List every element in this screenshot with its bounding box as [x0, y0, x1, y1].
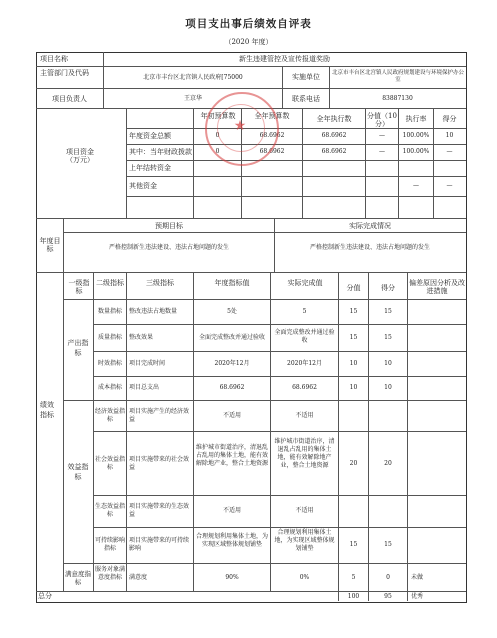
ind-actual: 不适用	[295, 412, 314, 419]
ind-target: 5处	[227, 308, 237, 315]
ind-l2: 成本指标	[97, 384, 122, 391]
ind-score-max: 15	[349, 541, 358, 548]
phone-label: 联系电话	[292, 95, 320, 103]
total-score-max: 100	[347, 593, 360, 600]
ind-note: 未做	[411, 574, 424, 581]
ind-l3: 整改效果	[129, 334, 154, 341]
total-label: 总分	[38, 592, 52, 600]
ind-score-max: 5	[351, 574, 356, 581]
fund-cell-exec: 68.6962	[321, 148, 347, 155]
ind-actual: 68.6962	[292, 384, 317, 391]
funds-header-score-max: 分值（10分）	[367, 112, 397, 128]
year-label: （2020 年度）	[224, 38, 273, 46]
ind-actual: 维护城市街道治序，清退乱占乱用的集体土地，能有效解除地产业，整合土地资源	[274, 438, 335, 469]
fund-cell-init: 0	[215, 132, 220, 139]
ind-actual: 0%	[299, 574, 310, 581]
ind-l2: 可持续影响指标	[94, 537, 125, 552]
impl-value: 北京市丰台区北宫镇人民政府规划建设与环境保护办公室	[331, 70, 464, 83]
ind-score: 15	[384, 334, 392, 341]
goal-expected-value: 严格控制新生违法建设、违法占地问题的发生	[108, 244, 229, 251]
dept-label: 主管部门及代码	[40, 69, 89, 77]
official-seal	[205, 92, 279, 166]
ind-l3: 项目实施产生的经济效益	[129, 408, 190, 423]
fund-cell-rate: 100.00%	[402, 132, 430, 139]
fund-row-label: 其他资金	[129, 182, 157, 190]
owner-label: 项目负责人	[52, 95, 87, 103]
ind-header-actual: 实际完成值	[287, 279, 323, 287]
fund-cell-score: —	[446, 182, 453, 189]
ind-target: 合理规划利用集体土地，为实现区域整体规划铺垫	[195, 533, 268, 548]
total-score: 95	[384, 593, 392, 600]
indicators-label: 绩效指标	[40, 401, 54, 419]
fund-cell-rate: —	[413, 182, 419, 189]
total-grade: 优秀	[411, 593, 424, 600]
ind-score: 20	[384, 460, 392, 467]
ind-actual: 不适用	[295, 507, 314, 514]
ind-l3: 整改违法占地数量	[129, 308, 178, 315]
ind-l2: 质量指标	[97, 334, 122, 341]
ind-header-score-max: 分值	[346, 284, 361, 292]
phone-value: 83887130	[382, 95, 413, 102]
funds-header-full: 全年预算数	[254, 112, 290, 120]
goal-expected-label: 预期目标	[155, 222, 183, 230]
dept-value: 北京市丰台区北宫镇人民政府[75000	[143, 74, 243, 81]
ind-score-max: 10	[349, 384, 358, 391]
ind-l3: 项目实施带来的可持续影响	[129, 537, 190, 552]
ind-header-l3: 三级指标	[146, 279, 174, 287]
owner-value: 王京华	[183, 95, 202, 102]
ind-actual: 全面完成整改并通过验收	[274, 329, 335, 344]
fund-cell-init: 0	[215, 148, 220, 155]
ind-score-max: 20	[349, 460, 358, 467]
ind-header-note: 偏差原因分析及改进措施	[409, 279, 465, 295]
funds-label: 项目资金（万元）	[66, 148, 94, 164]
page-title: 项目支出事后绩效自评表	[185, 18, 312, 30]
project-name-value: 新生违建管控及宣传报道奖励	[239, 55, 330, 63]
ind-l2: 数量指标	[97, 308, 122, 315]
ind-l3: 项目实施带来的生态效益	[129, 503, 190, 518]
fund-cell-score: —	[446, 148, 453, 155]
goal-label: 年度目标	[39, 237, 61, 253]
ind-header-target: 年度指标值	[214, 279, 250, 287]
ind-l3: 项目实施带来的社会效益	[129, 456, 190, 471]
ind-l2: 服务对象满意度指标	[94, 566, 125, 581]
funds-header-exec: 全年执行数	[316, 115, 352, 123]
fund-cell-score-max: —	[379, 148, 385, 155]
ind-score: 10	[384, 384, 392, 391]
goal-actual-value: 严格控制新生违法建设、违法占地问题的发生	[309, 244, 430, 251]
fund-row-label: 其中：当年财政拨款	[129, 148, 192, 156]
fund-row-label: 年度资金总额	[129, 132, 171, 140]
ind-l2: 时效指标	[97, 360, 122, 367]
ind-score: 15	[384, 541, 392, 548]
ind-score-max: 10	[349, 360, 358, 367]
ind-l3: 满意度	[129, 574, 148, 581]
star-icon: ★	[233, 118, 247, 134]
ind-target: 68.6962	[219, 384, 245, 391]
goal-actual-label: 实际完成情况	[349, 222, 391, 230]
ind-score: 10	[384, 360, 392, 367]
ind-score: 0	[386, 574, 390, 581]
fund-row-label: 上年结转资金	[129, 164, 171, 172]
fund-cell-full: 68.6962	[259, 148, 285, 155]
ind-target: 全面完成整改并通过验收	[198, 334, 265, 341]
ind-score: 15	[384, 308, 392, 315]
ind-target: 不适用	[222, 412, 241, 419]
funds-header-init: 年初预算数	[200, 112, 236, 120]
ind-score-max: 15	[349, 334, 358, 341]
fund-cell-rate: 100.00%	[402, 148, 430, 155]
fund-cell-exec: 68.6962	[321, 132, 347, 139]
ind-score-max: 15	[349, 308, 358, 315]
ind-target: 2020年12月	[214, 360, 250, 367]
ind-header-l1: 一级指标	[68, 279, 90, 295]
l1-output: 产出指标	[67, 339, 89, 357]
project-name-label: 项目名称	[40, 55, 68, 63]
ind-header-score: 得分	[381, 284, 395, 292]
fund-cell-full: 68.6962	[259, 132, 285, 139]
funds-header-rate: 执行率	[405, 115, 427, 123]
l1-satisfaction: 满意度指标	[65, 570, 91, 586]
funds-header-score: 得分	[442, 115, 457, 123]
ind-l3: 项目总支出	[129, 384, 160, 391]
ind-header-l2: 二级指标	[96, 279, 124, 287]
l1-benefit: 效益指标	[67, 463, 89, 481]
ind-target: 维护城市街道治序，清退乱占乱用的集体土地，能有效解除地产业，整合土地资源	[195, 444, 268, 467]
fund-cell-score: 10	[445, 132, 454, 139]
impl-label: 实施单位	[292, 73, 320, 81]
ind-actual: 2020年12月	[287, 360, 322, 367]
ind-actual: 合理规划利用集体土地，为实现区域整体规划铺垫	[274, 529, 335, 552]
ind-l2: 经济效益指标	[94, 408, 125, 423]
ind-target: 90%	[225, 574, 239, 581]
ind-target: 不适用	[222, 507, 241, 514]
ind-actual: 5	[302, 308, 307, 315]
ind-l2: 生态效益指标	[94, 503, 125, 518]
fund-cell-score-max: —	[379, 132, 385, 139]
ind-l2: 社会效益指标	[94, 456, 125, 471]
ind-l3: 项目完成时间	[129, 360, 166, 367]
